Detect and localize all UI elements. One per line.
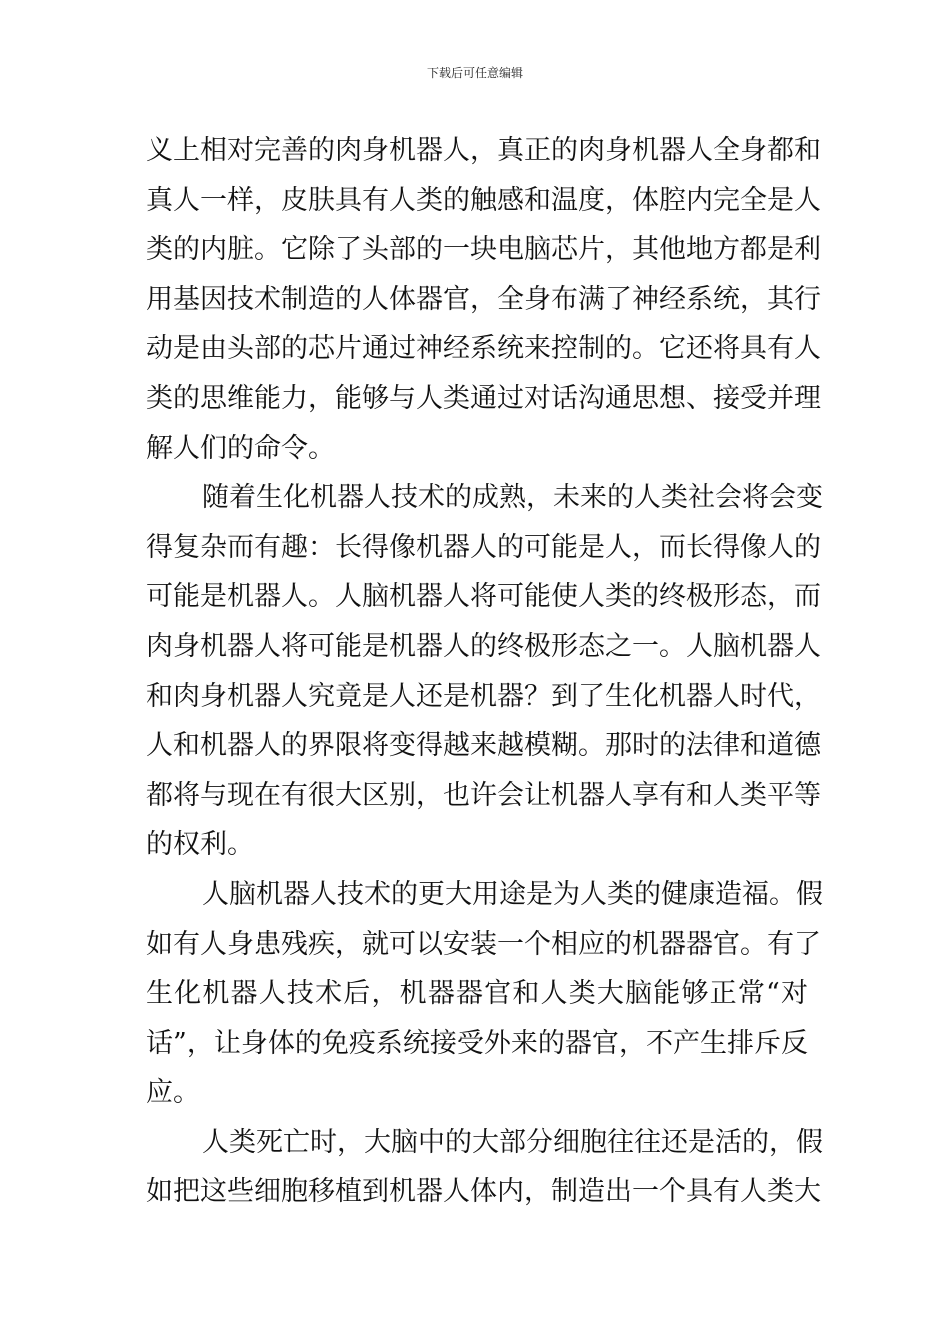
text-line: 应。 bbox=[146, 1077, 200, 1109]
text-line: 义上相对完善的肉身机器人，真正的肉身机器人全身都和 bbox=[146, 135, 821, 166]
text-line: 得复杂而有趣：长得像机器人的可能是人，而长得像人的 bbox=[146, 531, 821, 563]
text-line: 人和机器人的界限将变得越来越模糊。那时的法律和道德 bbox=[146, 730, 821, 762]
text-line: 人脑机器人技术的更大用途是为人类的健康造福。假 bbox=[202, 878, 823, 910]
paragraph bbox=[146, 473, 823, 870]
text-line: 用基因技术制造的人体器官，全身布满了神经系统，其行 bbox=[146, 283, 821, 315]
text-line: 人类死亡时，大脑中的大部分细胞往往还是活的，假 bbox=[202, 1126, 823, 1158]
page-header: 下载后可任意编辑 bbox=[426, 66, 523, 80]
paragraph bbox=[146, 870, 823, 1118]
text-line: 类的思维能力，能够与人类通过对话沟通思想、接受并理 bbox=[146, 382, 821, 414]
document-body bbox=[146, 126, 823, 1217]
text-line: 如把这些细胞移植到机器人体内，制造出一个具有人类大 bbox=[146, 1176, 821, 1208]
paragraph bbox=[146, 126, 821, 473]
text-line: 都将与现在有很大区别，也许会让机器人享有和人类平等 bbox=[146, 779, 821, 811]
text-line: 真人一样，皮肤具有人类的触感和温度，体腔内完全是人 bbox=[146, 184, 821, 216]
text-line: 随着生化机器人技术的成熟，未来的人类社会将会变 bbox=[202, 482, 823, 514]
text-line: 如有人身患残疾，就可以安装一个相应的机器器官。有了 bbox=[146, 928, 821, 960]
text-line: 可能是机器人。人脑机器人将可能使人类的终极形态，而 bbox=[146, 581, 821, 613]
text-line: 生化机器人技术后，机器器官和人类大脑能够正常“对 bbox=[146, 978, 808, 1010]
paragraph bbox=[146, 1118, 823, 1217]
text-line: 类的内脏。它除了头部的一块电脑芯片，其他地方都是利 bbox=[146, 234, 821, 266]
text-line: 解人们的命令。 bbox=[146, 432, 335, 464]
text-line: 动是由头部的芯片通过神经系统来控制的。它还将具有人 bbox=[146, 333, 821, 365]
text-line: 和肉身机器人究竟是人还是机器？到了生化机器人时代， bbox=[146, 680, 821, 712]
text-line: 肉身机器人将可能是机器人的终极形态之一。人脑机器人 bbox=[146, 630, 821, 662]
text-line: 的权利。 bbox=[146, 829, 254, 861]
text-line: 话”，让身体的免疫系统接受外来的器官，不产生排斥反 bbox=[146, 1027, 808, 1059]
